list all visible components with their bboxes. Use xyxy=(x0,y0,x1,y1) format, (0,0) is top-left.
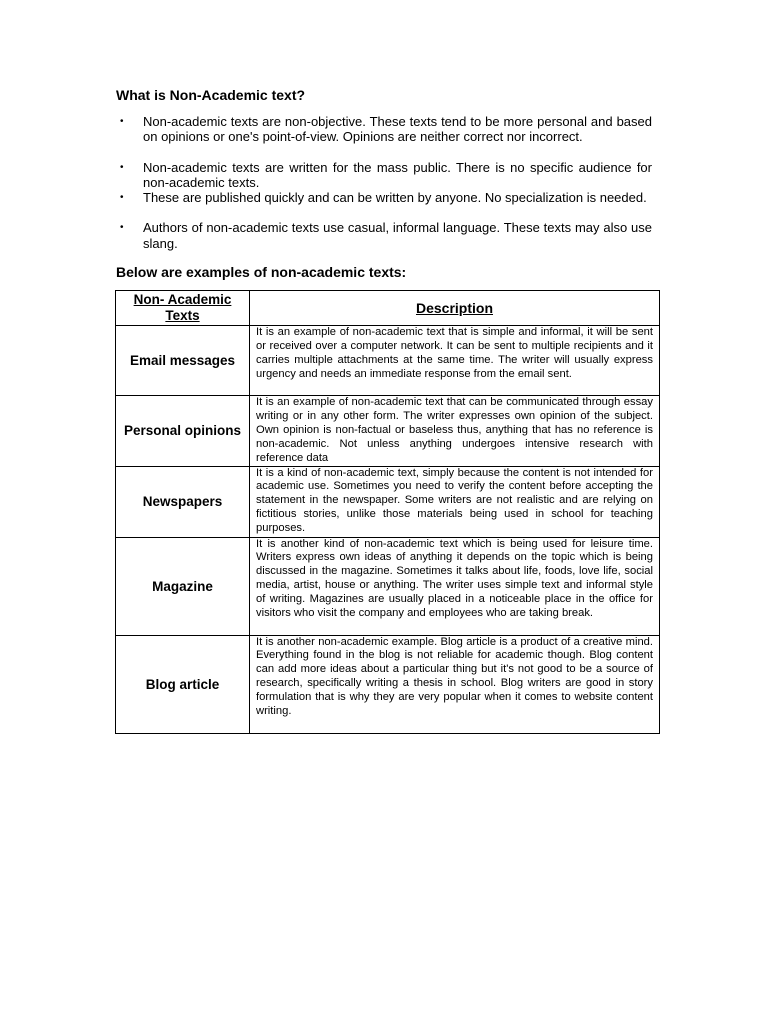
description-cell: It is an example of non-academic text that can be communicated through essay writing or in any other form. The writer expresses own opinion of the subject. Own opinion is non-factual or baseless thus, anything that has no reference is non-academic. Not unless anything undergoes intensive research with reference data xyxy=(250,396,660,467)
description-cell: It is a kind of non-academic text, simply because the content is not intended for academic use. Sometimes you need to verify the content before accepting the statement in the newspaper. Some writers are not realistic and are relying on fictitious stories, unlike those materials being used in school for teaching purposes. xyxy=(250,466,660,537)
description-cell: It is another kind of non-academic text which is being used for leisure time. Writers express own ideas of anything it depends on the topic which is being discussed in the magazine. Sometimes it talks about life, foods, love life, social media, artist, house or anything. The writer uses simple text and informal style of writing. Magazines are usually placed in a noticeable place in the office for visitors who visit the company and employees who are taking break. xyxy=(250,537,660,635)
bullet-text: Non-academic texts are written for the mass public. There is no specific audience for non-academic texts. xyxy=(143,159,652,190)
bullet-item xyxy=(116,114,652,160)
bullet-dot-icon: • xyxy=(120,191,124,203)
description-cell: It is an example of non-academic text that is simple and informal, it will be sent or received over a computer network. It can be sent to multiple recipients and it carries multiple attachments at the same time. The writer will usually express urgency and needs an immediate response from the email sent. xyxy=(250,326,660,396)
term-cell: Personal opinions xyxy=(116,396,250,467)
table-row xyxy=(116,396,660,467)
column-header-texts: Non- Academic Texts xyxy=(116,291,250,326)
term-cell: Email messages xyxy=(116,326,250,396)
table-row xyxy=(116,326,660,396)
bullet-text: These are published quickly and can be written by anyone. No specialization is needed. xyxy=(143,189,647,205)
bullet-dot-icon: • xyxy=(120,116,124,127)
column-header-description: Description xyxy=(250,291,660,326)
bullet-dot-icon: • xyxy=(120,161,124,173)
bullet-text: Authors of non-academic texts use casual, informal language. These texts may also use slang. xyxy=(143,220,652,251)
examples-table xyxy=(115,290,660,734)
table-header-row xyxy=(116,291,660,326)
term-cell: Magazine xyxy=(116,537,250,635)
table-row xyxy=(116,466,660,537)
bullet-list xyxy=(116,114,652,251)
description-cell: It is another non-academic example. Blog article is a product of a creative mind. Everything found in the blog is not reliable for academic though. Blog content can add more ideas about a particular thing but it's not good to be a source of research, specifically writing a thesis in school. Blog writers are good in story formulation that is why they are very popular when it comes to website content writing. xyxy=(250,635,660,733)
bullet-item xyxy=(116,220,652,250)
bullet-text: Non-academic texts are non-objective. These texts tend to be more personal and based on opinions or one's point-of-view. Opinions are neither correct nor incorrect. xyxy=(143,114,652,145)
heading-what-is-non-academic: What is Non-Academic text? xyxy=(116,87,306,103)
bullet-dot-icon: • xyxy=(120,222,124,234)
heading-examples: Below are examples of non-academic texts: xyxy=(116,264,407,280)
table-row xyxy=(116,635,660,733)
bullet-item xyxy=(116,190,652,220)
table-row xyxy=(116,537,660,635)
term-cell: Newspapers xyxy=(116,466,250,537)
term-cell: Blog article xyxy=(116,635,250,733)
bullet-item xyxy=(116,160,652,190)
